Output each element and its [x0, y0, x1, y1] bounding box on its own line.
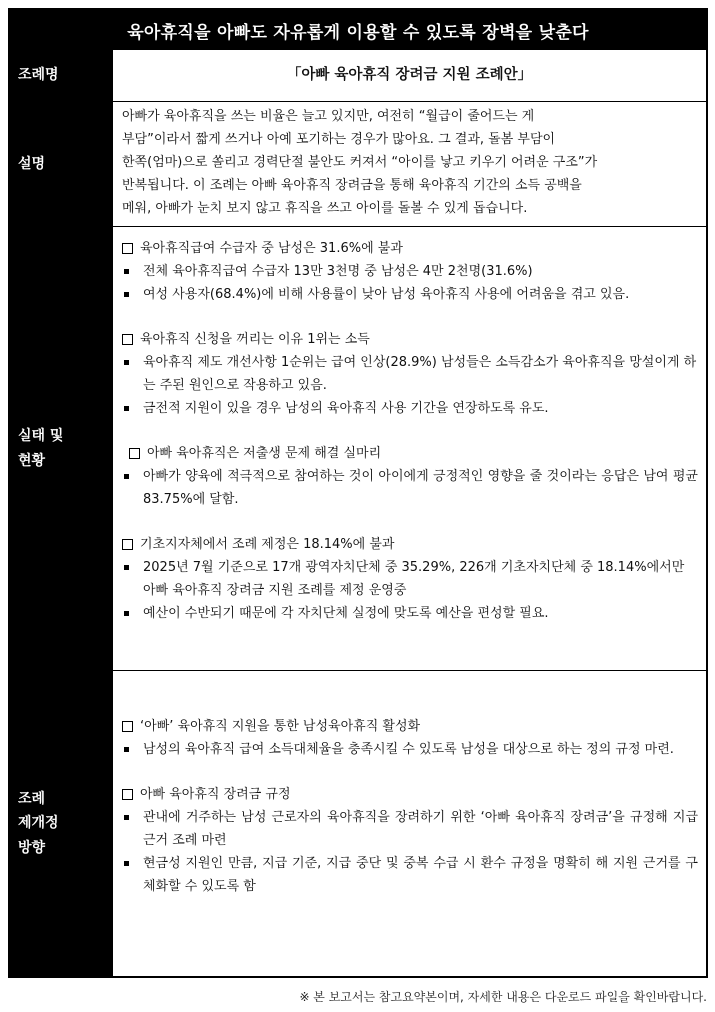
bullet-square-icon [124, 292, 129, 297]
section-heading: 육아휴직 신청을 꺼리는 이유 1위는 소득 [122, 328, 698, 351]
description-line: 아빠가 육아휴직을 쓰는 비율은 늘고 있지만, 여전히 “월급이 줄어드는 게 [122, 109, 535, 124]
bullet-square-icon [124, 565, 129, 570]
status-label-line: 현황 [18, 452, 46, 469]
status-label [10, 227, 113, 670]
ordinance-name-label: 조례명 [10, 50, 113, 101]
list-item: 금전적 지원이 있을 경우 남성의 육아휴직 사용 기간을 연장하도록 유도. [122, 397, 698, 420]
description-label: 설명 [10, 102, 113, 226]
bullet-square-icon [124, 474, 129, 479]
section-heading: 기초지자체에서 조례 제정은 18.14%에 불과 [122, 533, 698, 556]
checkbox-square-icon [122, 721, 133, 732]
description-line: 메워, 아빠가 눈치 보지 않고 휴직을 쓰고 아이를 돌볼 수 있게 돕습니다. [122, 201, 528, 216]
section-heading: 아빠 육아휴직은 저출생 문제 해결 실마리 [122, 442, 698, 465]
description-line: 한쪽(엄마)으로 쏠리고 경력단절 불안도 커져서 “아이를 낳고 키우기 어려운 구조”가 [122, 155, 598, 170]
bullet-square-icon [124, 360, 129, 365]
checkbox-square-icon [122, 334, 133, 345]
status-row [10, 226, 706, 670]
list-item: 육아휴직 제도 개선사항 1순위는 급여 인상(28.9%) 남성들은 소득감소가 육아휴직을 망설이게 하는 주된 원인으로 작용하고 있음. [122, 351, 698, 397]
section-heading: ‘아빠’ 육아휴직 지원을 통한 남성육아휴직 활성화 [122, 715, 698, 738]
direction-label-line: 조례 [18, 790, 46, 807]
section-heading: 육아휴직급여 수급자 중 남성은 31.6%에 불과 [122, 237, 698, 260]
ordinance-name-value: 「아빠 육아휴직 장려금 지원 조례안」 [286, 66, 533, 83]
status-label-line: 실태 및 [18, 428, 64, 444]
list-item: 전체 육아휴직급여 수급자 13만 3천명 중 남성은 4만 2천명(31.6%) [122, 260, 698, 283]
bullet-square-icon [124, 611, 129, 616]
list-item: 아빠가 양육에 적극적으로 참여하는 것이 아이에게 긍정적인 영향을 줄 것이라는 응답은 남여 평균 83.75%에 달함. [122, 465, 698, 511]
page-title: 육아휴직을 아빠도 자유롭게 이용할 수 있도록 장벽을 낮춘다 [10, 10, 706, 50]
list-item: 2025년 7월 기준으로 17개 광역자치단체 중 35.29%, 226개 기초자치단체 중 18.14%에서만 아빠 육아휴직 장려금 지원 조례를 제정 운영중 [122, 556, 698, 602]
footer-note: ※ 본 보고서는 참고요약본이며, 자세한 내용은 다운로드 파일을 확인바랍니다. [299, 990, 707, 1004]
checkbox-square-icon [129, 448, 140, 459]
direction-row [10, 670, 706, 976]
checkbox-square-icon [122, 539, 133, 550]
bullet-square-icon [124, 861, 129, 866]
direction-label-line: 방향 [18, 839, 46, 856]
description-row [10, 101, 706, 226]
list-item: 현금성 지원인 만큼, 지급 기준, 지급 중단 및 중복 수급 시 환수 규정을 명확히 해 지원 근거를 구체화할 수 있도록 함 [122, 852, 698, 898]
bullet-square-icon [124, 747, 129, 752]
bullet-square-icon [124, 815, 129, 820]
description-text [113, 102, 706, 226]
direction-content [113, 671, 706, 976]
list-item: 관내에 거주하는 남성 근로자의 육아휴직을 장려하기 위한 ‘아빠 육아휴직 장려금’을 규정해 지급 근거 조례 마련 [122, 806, 698, 852]
list-item: 남성의 육아휴직 급여 소득대체율을 충족시킬 수 있도록 남성을 대상으로 하는 정의 규정 마련. [122, 738, 698, 761]
direction-label-line: 제개정 [18, 815, 59, 832]
bullet-square-icon [124, 269, 129, 274]
list-item: 예산이 수반되기 때문에 각 자치단체 실정에 맞도록 예산을 편성할 필요. [122, 602, 698, 625]
ordinance-name-row [10, 50, 706, 101]
section-heading: 아빠 육아휴직 장려금 규정 [122, 783, 698, 806]
checkbox-square-icon [122, 789, 133, 800]
direction-label [10, 671, 113, 976]
list-item: 여성 사용자(68.4%)에 비해 사용률이 낮아 남성 육아휴직 사용에 어려움을 겪고 있음. [122, 283, 698, 306]
summary-table [8, 8, 708, 978]
status-content [113, 227, 706, 670]
bullet-square-icon [124, 406, 129, 411]
checkbox-square-icon [122, 243, 133, 254]
description-line: 부담”이라서 짧게 쓰거나 아예 포기하는 경우가 많아요. 그 결과, 돌봄 부담이 [122, 132, 556, 147]
description-line: 반복됩니다. 이 조례는 아빠 육아휴직 장려금을 통해 육아휴직 기간의 소득 공백을 [122, 178, 582, 193]
